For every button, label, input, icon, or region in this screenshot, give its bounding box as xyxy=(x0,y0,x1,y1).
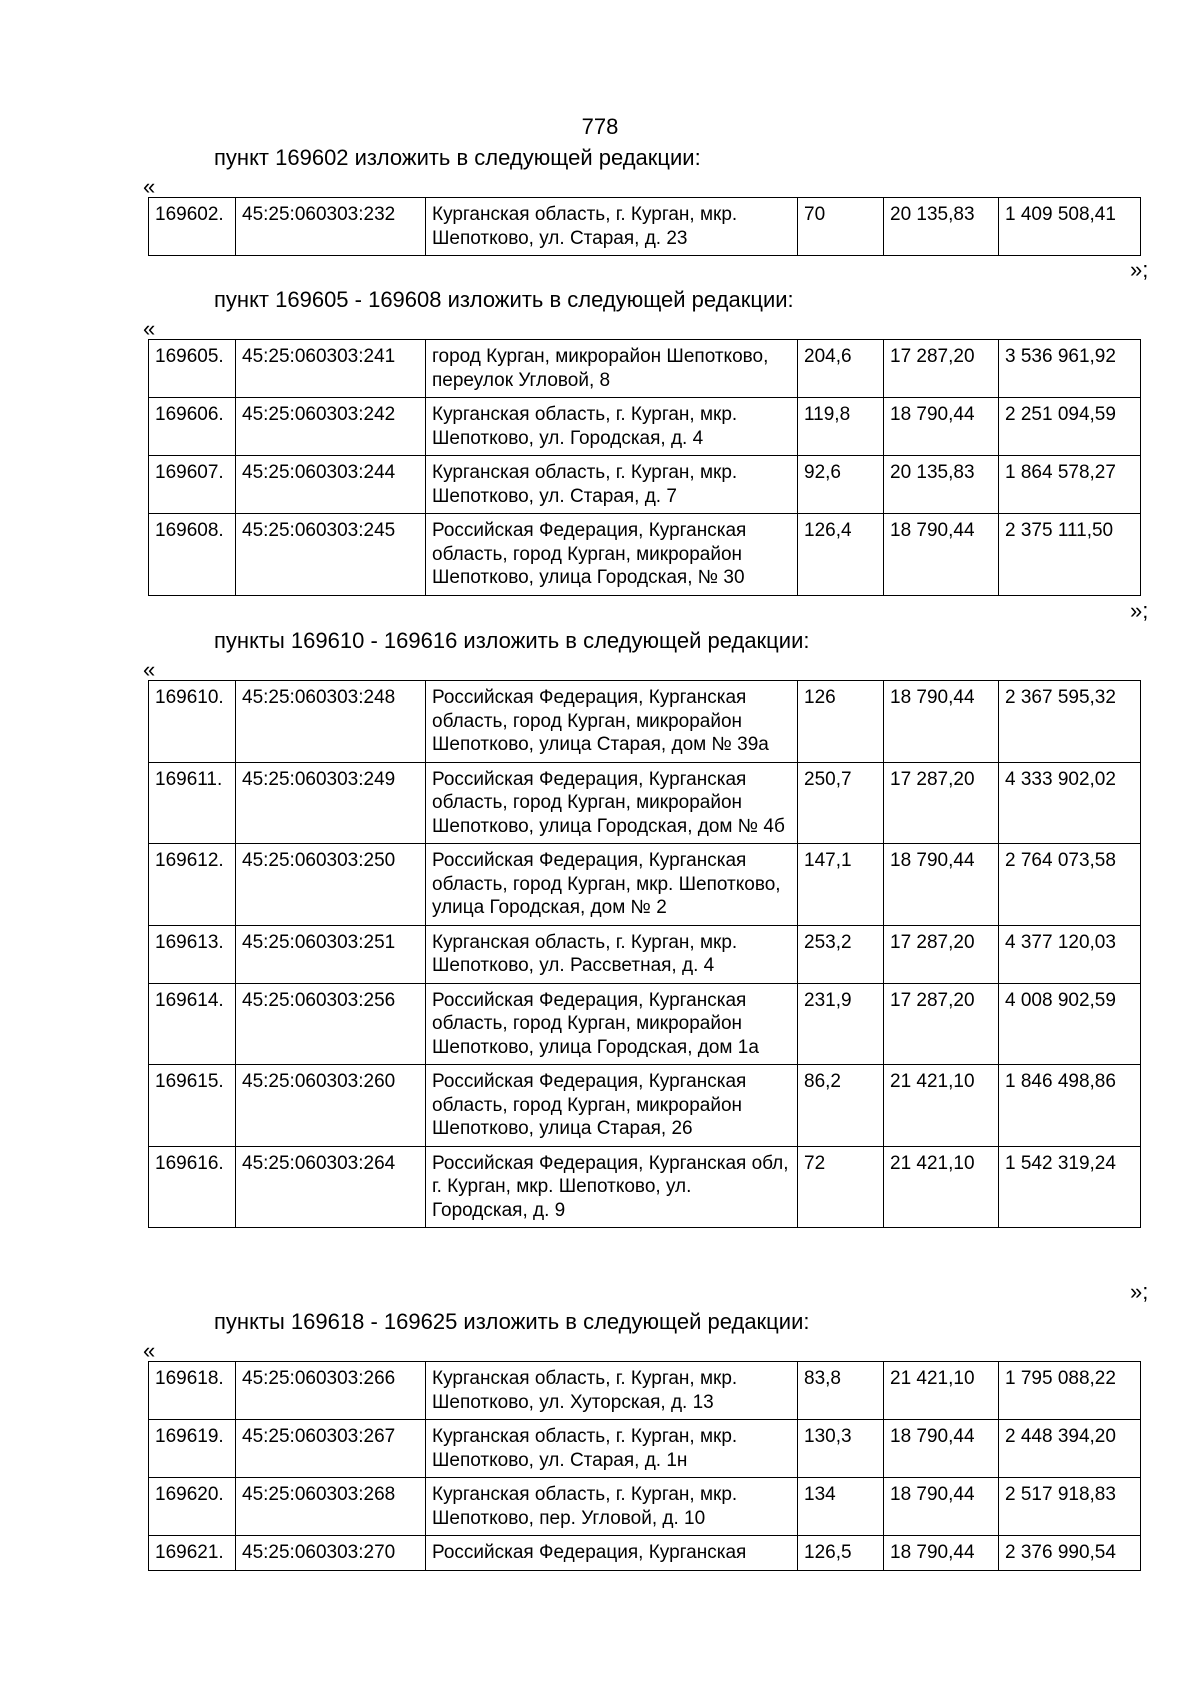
section-heading: пункт 169602 изложить в следующей редакции: xyxy=(214,145,701,170)
unit-value-cell: 18 790,44 xyxy=(884,844,999,926)
area-cell: 70 xyxy=(798,198,884,256)
area-cell: 126 xyxy=(798,681,884,763)
cadastral-number-cell: 45:25:060303:244 xyxy=(236,456,426,514)
item-number-cell: 169612. xyxy=(149,844,236,926)
cadastral-number-cell: 45:25:060303:268 xyxy=(236,1478,426,1536)
cadastral-number-cell: 45:25:060303:267 xyxy=(236,1420,426,1478)
table-row xyxy=(149,925,1141,983)
area-cell: 204,6 xyxy=(798,340,884,398)
area-cell: 126,5 xyxy=(798,1536,884,1571)
amendment-table xyxy=(148,1361,1141,1571)
table-row xyxy=(149,681,1141,763)
address-cell: Российская Федерация, Курганская область, город Курган, микрорайон Шепотково, улица Старая, дом № 39а xyxy=(426,681,798,763)
cadastral-value-cell: 1 409 508,41 xyxy=(999,198,1141,256)
area-cell: 253,2 xyxy=(798,925,884,983)
cadastral-number-cell: 45:25:060303:248 xyxy=(236,681,426,763)
unit-value-cell: 18 790,44 xyxy=(884,1478,999,1536)
amendment-table xyxy=(148,197,1141,256)
unit-value-cell: 18 790,44 xyxy=(884,514,999,596)
unit-value-cell: 18 790,44 xyxy=(884,398,999,456)
area-cell: 231,9 xyxy=(798,983,884,1065)
item-number-cell: 169614. xyxy=(149,983,236,1065)
item-number-cell: 169615. xyxy=(149,1065,236,1147)
table-row xyxy=(149,1478,1141,1536)
address-cell: Российская Федерация, Курганская область, город Курган, мкр. Шепотково, улица Городская, дом № 2 xyxy=(426,844,798,926)
area-cell: 72 xyxy=(798,1146,884,1228)
unit-value-cell: 21 421,10 xyxy=(884,1065,999,1147)
item-number-cell: 169616. xyxy=(149,1146,236,1228)
item-number-cell: 169618. xyxy=(149,1362,236,1420)
table-row xyxy=(149,398,1141,456)
table-row xyxy=(149,1146,1141,1228)
cadastral-number-cell: 45:25:060303:250 xyxy=(236,844,426,926)
address-cell: Курганская область, г. Курган, мкр. Шепотково, ул. Городская, д. 4 xyxy=(426,398,798,456)
table-row xyxy=(149,1362,1141,1420)
cadastral-value-cell: 2 764 073,58 xyxy=(999,844,1141,926)
address-cell: Курганская область, г. Курган, мкр. Шепотково, ул. Старая, д. 7 xyxy=(426,456,798,514)
address-cell: Курганская область, г. Курган, мкр. Шепотково, ул. Хуторская, д. 13 xyxy=(426,1362,798,1420)
section-heading: пункт 169605 - 169608 изложить в следующей редакции: xyxy=(214,287,794,312)
cadastral-number-cell: 45:25:060303:241 xyxy=(236,340,426,398)
unit-value-cell: 21 421,10 xyxy=(884,1362,999,1420)
amendment-table xyxy=(148,680,1141,1228)
unit-value-cell: 18 790,44 xyxy=(884,1420,999,1478)
cadastral-value-cell: 2 367 595,32 xyxy=(999,681,1141,763)
cadastral-value-cell: 2 251 094,59 xyxy=(999,398,1141,456)
cadastral-number-cell: 45:25:060303:264 xyxy=(236,1146,426,1228)
unit-value-cell: 17 287,20 xyxy=(884,340,999,398)
cadastral-value-cell: 3 536 961,92 xyxy=(999,340,1141,398)
closing-quote: »; xyxy=(1130,1279,1149,1304)
unit-value-cell: 21 421,10 xyxy=(884,1146,999,1228)
cadastral-value-cell: 2 375 111,50 xyxy=(999,514,1141,596)
address-cell: Российская Федерация, Курганская область, город Курган, микрорайон Шепотково, улица Старая, 26 xyxy=(426,1065,798,1147)
cadastral-value-cell: 1 795 088,22 xyxy=(999,1362,1141,1420)
address-cell: Курганская область, г. Курган, мкр. Шепотково, ул. Рассветная, д. 4 xyxy=(426,925,798,983)
item-number-cell: 169611. xyxy=(149,762,236,844)
cadastral-number-cell: 45:25:060303:249 xyxy=(236,762,426,844)
area-cell: 126,4 xyxy=(798,514,884,596)
unit-value-cell: 20 135,83 xyxy=(884,198,999,256)
table-row xyxy=(149,844,1141,926)
unit-value-cell: 18 790,44 xyxy=(884,1536,999,1571)
section-heading: пункты 169610 - 169616 изложить в следующей редакции: xyxy=(214,628,810,653)
item-number-cell: 169621. xyxy=(149,1536,236,1571)
area-cell: 250,7 xyxy=(798,762,884,844)
cadastral-number-cell: 45:25:060303:242 xyxy=(236,398,426,456)
cadastral-number-cell: 45:25:060303:251 xyxy=(236,925,426,983)
table-row xyxy=(149,1065,1141,1147)
cadastral-value-cell: 4 377 120,03 xyxy=(999,925,1141,983)
opening-quote: « xyxy=(143,316,156,341)
cadastral-number-cell: 45:25:060303:256 xyxy=(236,983,426,1065)
cadastral-value-cell: 2 517 918,83 xyxy=(999,1478,1141,1536)
unit-value-cell: 17 287,20 xyxy=(884,925,999,983)
unit-value-cell: 18 790,44 xyxy=(884,681,999,763)
area-cell: 147,1 xyxy=(798,844,884,926)
address-cell: Российская Федерация, Курганская область, город Курган, микрорайон Шепотково, улица Городская, № 30 xyxy=(426,514,798,596)
cadastral-number-cell: 45:25:060303:260 xyxy=(236,1065,426,1147)
address-cell: Российская Федерация, Курганская область, город Курган, микрорайон Шепотково, улица Городская, дом 1а xyxy=(426,983,798,1065)
item-number-cell: 169620. xyxy=(149,1478,236,1536)
cadastral-value-cell: 1 864 578,27 xyxy=(999,456,1141,514)
table-row xyxy=(149,1420,1141,1478)
cadastral-value-cell: 1 846 498,86 xyxy=(999,1065,1141,1147)
cadastral-number-cell: 45:25:060303:245 xyxy=(236,514,426,596)
address-cell: Российская Федерация, Курганская xyxy=(426,1536,798,1571)
area-cell: 92,6 xyxy=(798,456,884,514)
table-row xyxy=(149,456,1141,514)
section-heading: пункты 169618 - 169625 изложить в следующей редакции: xyxy=(214,1309,810,1334)
cadastral-value-cell: 4 008 902,59 xyxy=(999,983,1141,1065)
table-row xyxy=(149,983,1141,1065)
item-number-cell: 169602. xyxy=(149,198,236,256)
cadastral-number-cell: 45:25:060303:266 xyxy=(236,1362,426,1420)
unit-value-cell: 17 287,20 xyxy=(884,762,999,844)
amendment-table xyxy=(148,339,1141,596)
item-number-cell: 169619. xyxy=(149,1420,236,1478)
cadastral-value-cell: 2 376 990,54 xyxy=(999,1536,1141,1571)
address-cell: Российская Федерация, Курганская обл, г. Курган, мкр. Шепотково, ул. Городская, д. 9 xyxy=(426,1146,798,1228)
item-number-cell: 169606. xyxy=(149,398,236,456)
item-number-cell: 169610. xyxy=(149,681,236,763)
area-cell: 86,2 xyxy=(798,1065,884,1147)
unit-value-cell: 17 287,20 xyxy=(884,983,999,1065)
item-number-cell: 169613. xyxy=(149,925,236,983)
unit-value-cell: 20 135,83 xyxy=(884,456,999,514)
table-row xyxy=(149,198,1141,256)
cadastral-number-cell: 45:25:060303:232 xyxy=(236,198,426,256)
item-number-cell: 169608. xyxy=(149,514,236,596)
area-cell: 130,3 xyxy=(798,1420,884,1478)
area-cell: 119,8 xyxy=(798,398,884,456)
cadastral-value-cell: 4 333 902,02 xyxy=(999,762,1141,844)
address-cell: Курганская область, г. Курган, мкр. Шепотково, ул. Старая, д. 1н xyxy=(426,1420,798,1478)
closing-quote: »; xyxy=(1130,598,1149,623)
opening-quote: « xyxy=(143,657,156,682)
address-cell: Российская Федерация, Курганская область, город Курган, микрорайон Шепотково, улица Городская, дом № 4б xyxy=(426,762,798,844)
area-cell: 83,8 xyxy=(798,1362,884,1420)
table-row xyxy=(149,1536,1141,1571)
table-row xyxy=(149,340,1141,398)
cadastral-value-cell: 2 448 394,20 xyxy=(999,1420,1141,1478)
cadastral-number-cell: 45:25:060303:270 xyxy=(236,1536,426,1571)
closing-quote: »; xyxy=(1130,257,1149,282)
table-row xyxy=(149,762,1141,844)
table-row xyxy=(149,514,1141,596)
opening-quote: « xyxy=(143,1338,156,1363)
address-cell: Курганская область, г. Курган, мкр. Шепотково, ул. Старая, д. 23 xyxy=(426,198,798,256)
item-number-cell: 169605. xyxy=(149,340,236,398)
address-cell: Курганская область, г. Курган, мкр. Шепотково, пер. Угловой, д. 10 xyxy=(426,1478,798,1536)
area-cell: 134 xyxy=(798,1478,884,1536)
opening-quote: « xyxy=(143,174,156,199)
cadastral-value-cell: 1 542 319,24 xyxy=(999,1146,1141,1228)
page-number: 778 xyxy=(581,114,619,139)
address-cell: город Курган, микрорайон Шепотково, переулок Угловой, 8 xyxy=(426,340,798,398)
item-number-cell: 169607. xyxy=(149,456,236,514)
